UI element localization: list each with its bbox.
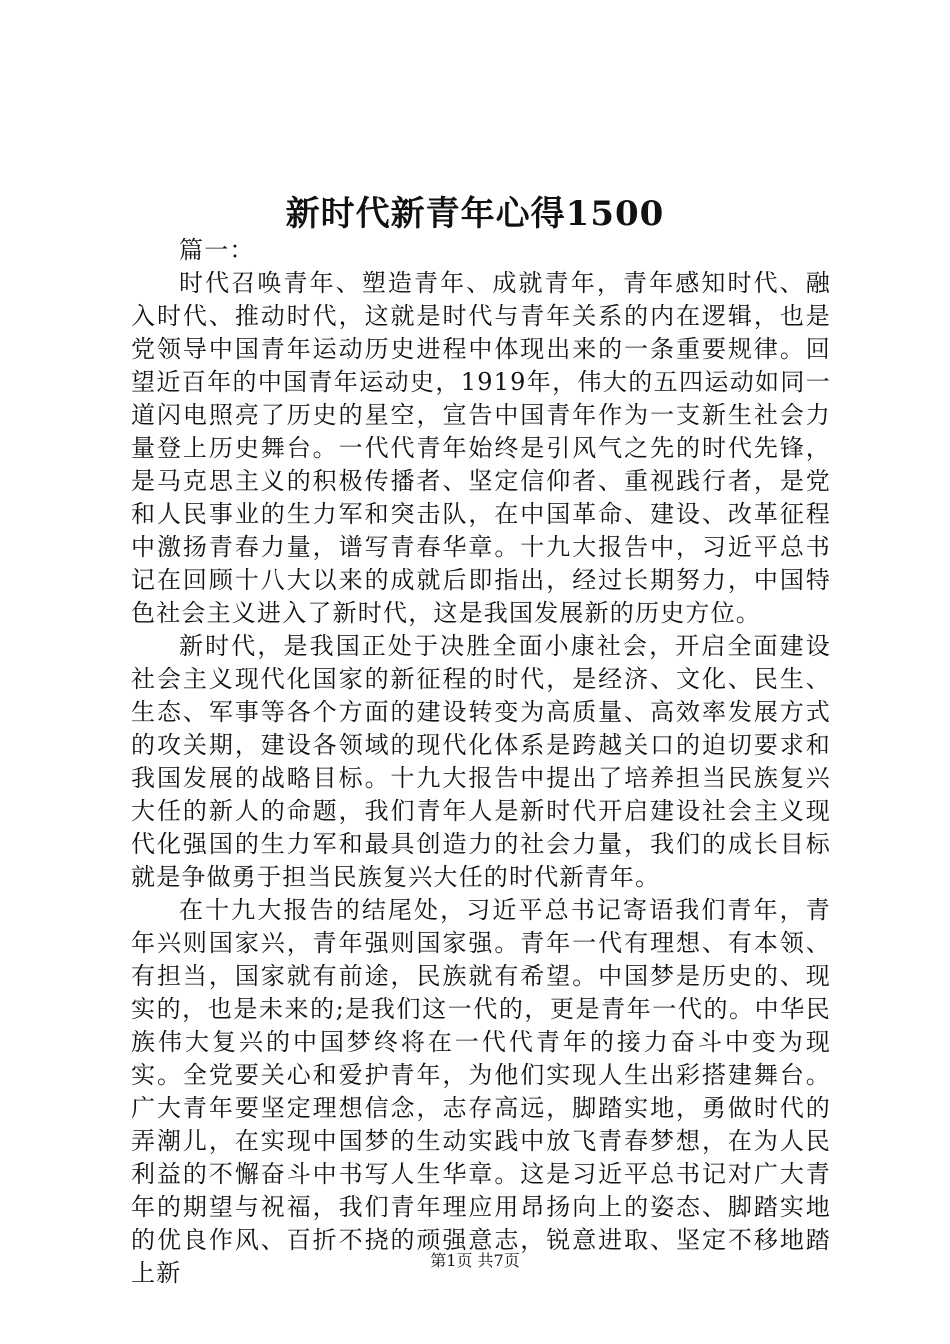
paragraph: 新时代，是我国正处于决胜全面小康社会，开启全面建设社会主义现代化国家的新征程的时代，是经济、文化、民生、生态、军事等各个方面的建设转变为高质量、高效率发展方式的攻关期，建设各领域的现代化体系是跨越关口的迫切要求和我国发展的战略目标。十九大报告中提出了培养担当民族复兴大任的新人的命题，我们青年人是新时代开启建设社会主义现代化强国的生力军和最具创造力的社会力量，我们的成长目标就是争做勇于担当民族复兴大任的时代新青年。 [131,632,831,891]
paragraph: 时代召唤青年、塑造青年、成就青年，青年感知时代、融入时代、推动时代，这就是时代与青年关系的内在逻辑，也是党领导中国青年运动历史进程中体现出来的一条重要规律。回望近百年的中国青年运动史，1919年，伟大的五四运动如同一道闪电照亮了历史的星空，宣告中国青年作为一支新生社会力量登上历史舞台。一代代青年始终是引风气之先的时代先锋，是马克思主义的积极传播者、坚定信仰者、重视践行者，是党和人民事业的生力军和突击队，在中国革命、建设、改革征程中激扬青春力量，谱写青春华章。十九大报告中，习近平总书记在回顾十八大以来的成就后即指出，经过长期努力，中国特色社会主义进入了新时代，这是我国发展新的历史方位。 [131,269,831,627]
section-heading: 篇一： [179,236,255,264]
document-body [131,234,831,1290]
document-title: 新时代新青年心得1500 [285,194,665,234]
paragraph: 在十九大报告的结尾处，习近平总书记寄语我们青年，青年兴则国家兴，青年强则国家强。青年一代有理想、有本领、有担当，国家就有前途，民族就有希望。中国梦是历史的、现实的，也是未来的;是我们这一代的，更是青年一代的。中华民族伟大复兴的中国梦终将在一代代青年的接力奋斗中变为现实。全党要关心和爱护青年，为他们实现人生出彩搭建舞台。广大青年要坚定理想信念，志存高远，脚踏实地，勇做时代的弄潮儿，在实现中国梦的生动实践中放飞青春梦想，在为人民利益的不懈奋斗中书写人生华章。这是习近平总书记对广大青年的期望与祝福，我们青年理应用昂扬向上的姿态、脚踏实地的优良作风、百折不挠的顽强意志，锐意进取、坚定不移地踏上新 [131,896,831,1287]
page-footer: 第1页 共7页 [430,1251,520,1270]
